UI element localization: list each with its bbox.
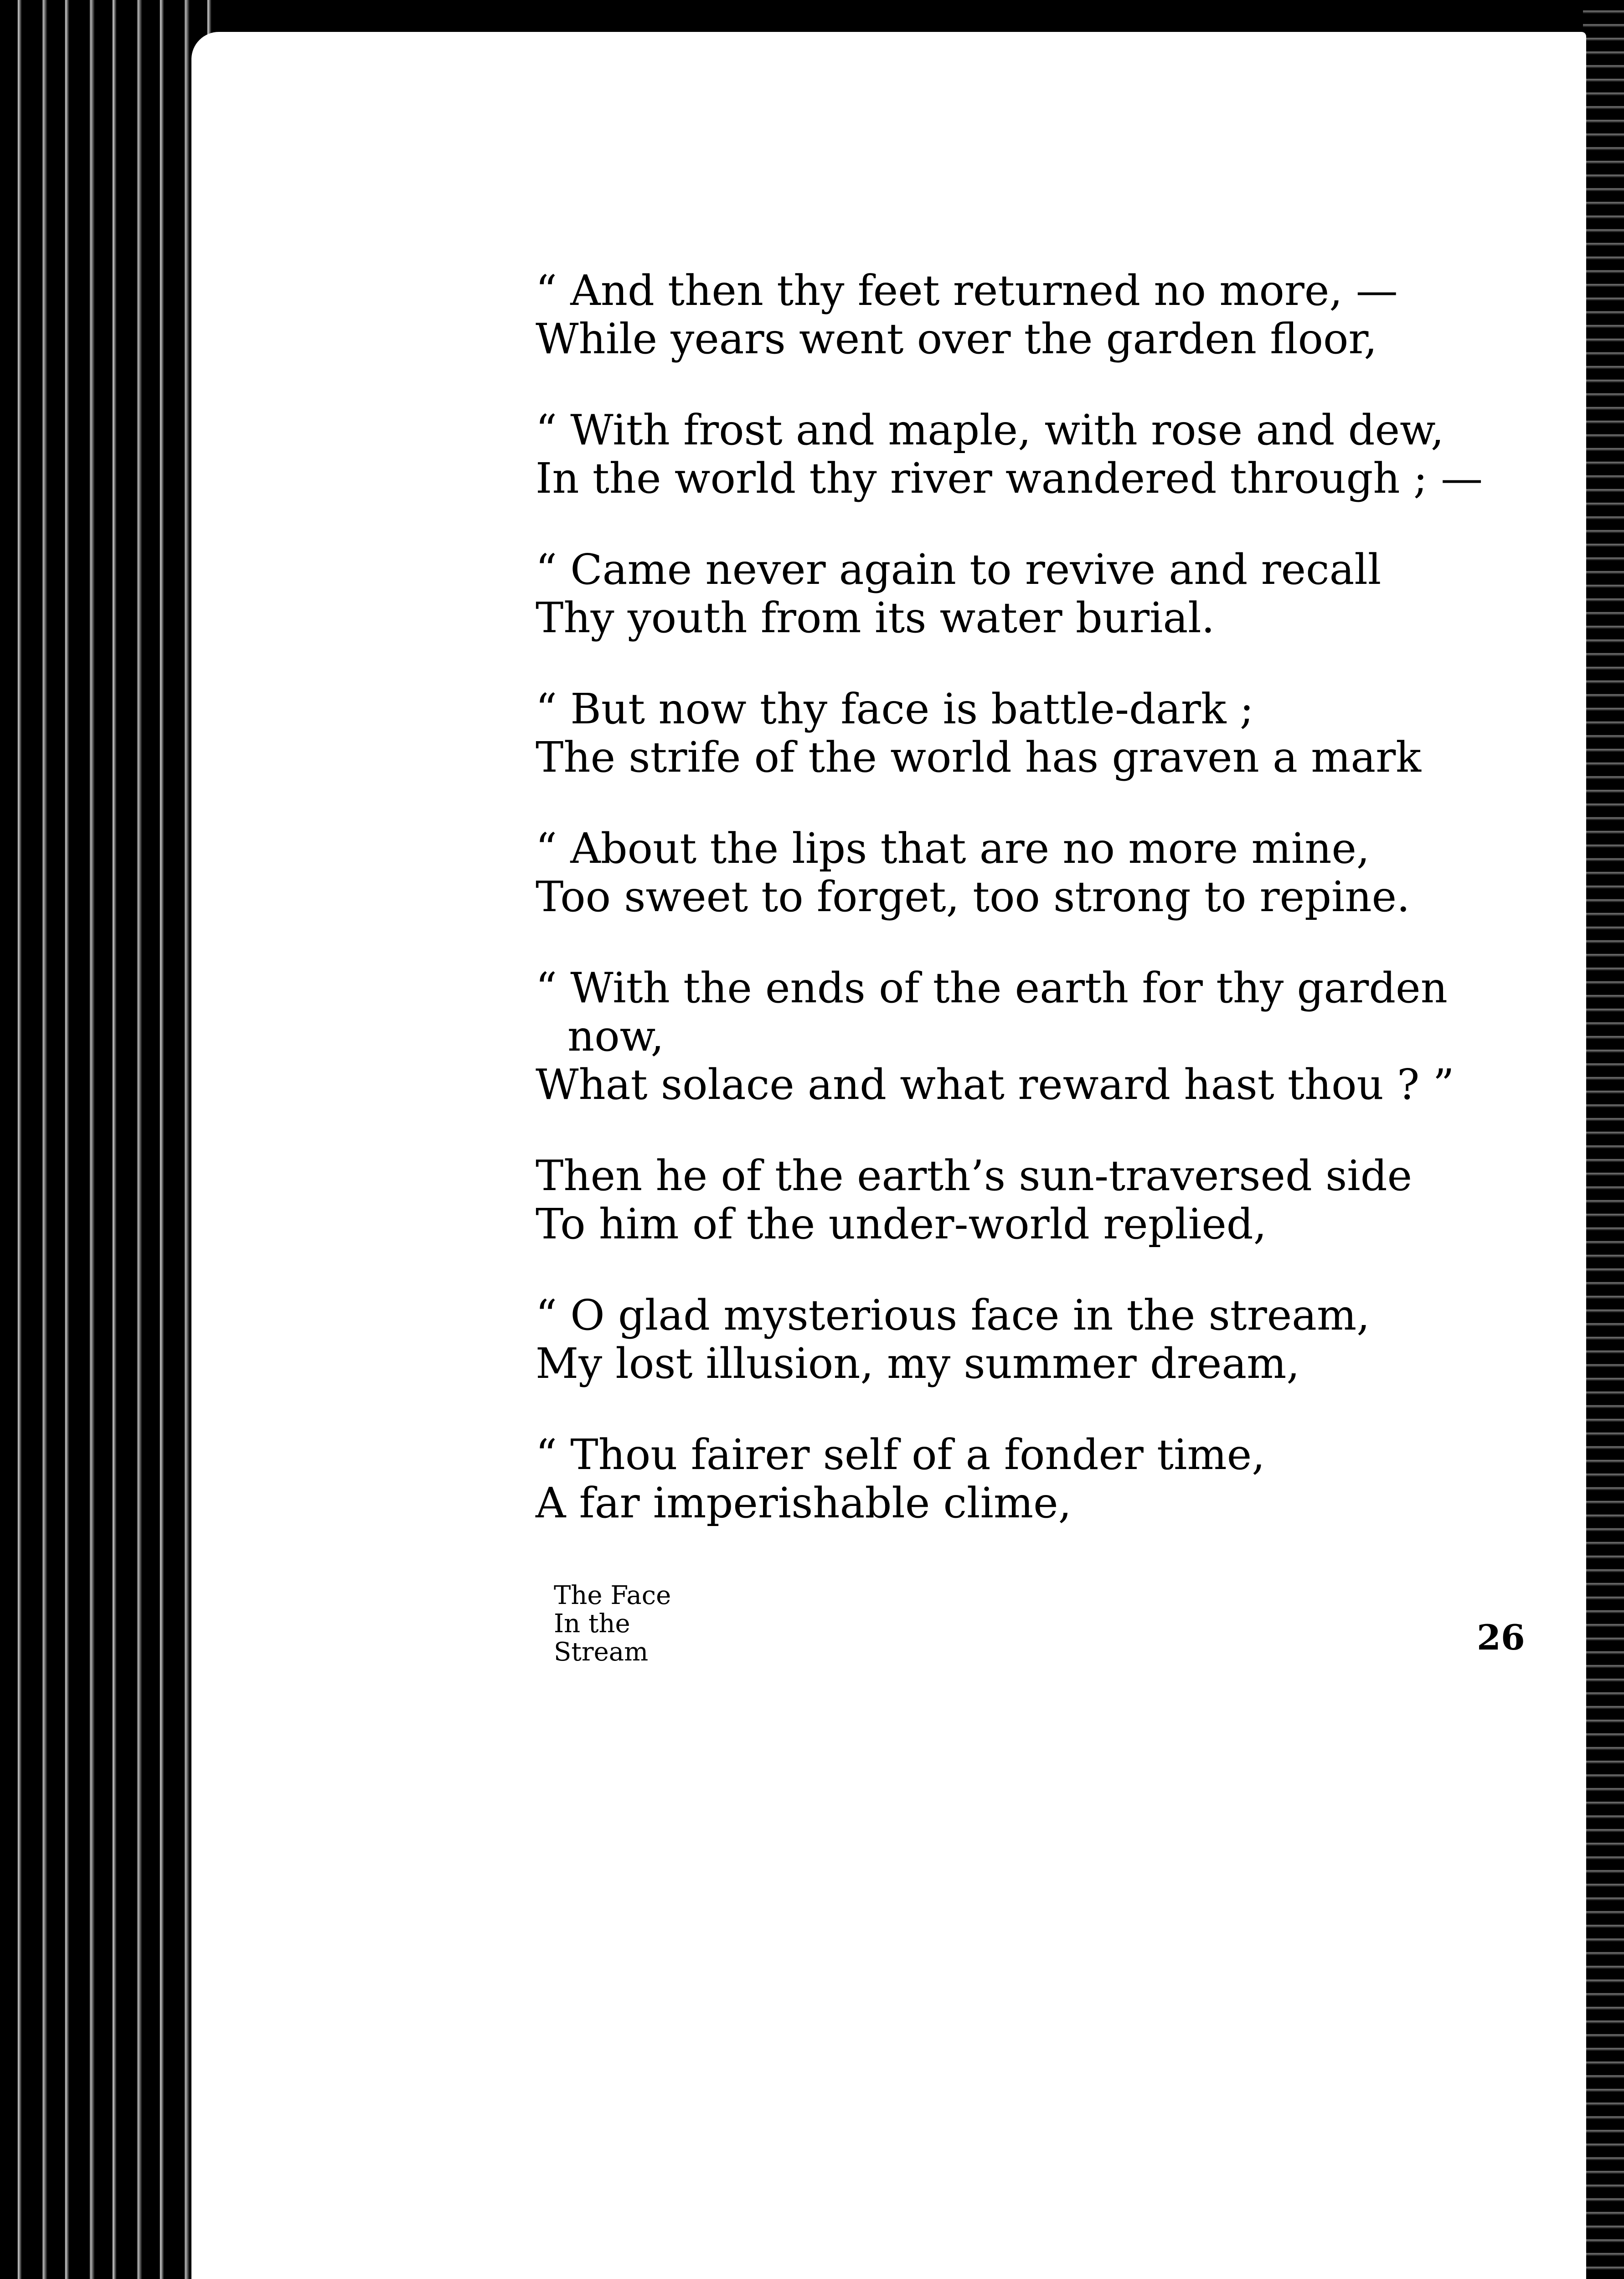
scanned-book-edge-right [1583,0,1624,2279]
scanned-book-edge-left [0,0,214,2279]
poem-line: “ O glad mysterious face in the stream, [536,1291,1370,1340]
stanza [536,546,1570,642]
poem-line: “ But now thy face is battle-dark ; [536,685,1254,733]
poem-line: While years went over the garden floor, [536,315,1377,363]
poem-line: A far imperishable clime, [536,1479,1072,1527]
poem-line-continuation: now, [567,1012,664,1061]
running-title-line: In the [554,1609,630,1639]
poem-line: Thy youth from its water burial. [536,593,1215,642]
poem-line: Too sweet to forget, too strong to repine. [536,872,1410,921]
poem-line: What solace and what reward hast thou ? ” [536,1060,1454,1109]
stanza [536,267,1570,363]
page-number: 26 [1477,1617,1525,1658]
poem-line: In the world thy river wandered through ; — [536,454,1483,503]
poem-line: Then he of the earth’s sun-traversed side [536,1151,1413,1200]
poem-line: “ With frost and maple, with rose and dew, [536,406,1444,454]
poem-line: My lost illusion, my summer dream, [536,1339,1300,1388]
poem-line: To him of the under-world replied, [536,1200,1267,1248]
poem-line: “ Thou fairer self of a fonder time, [536,1430,1265,1479]
stanza [536,1152,1570,1248]
poem-line: “ Came never again to revive and recall [536,545,1382,594]
stanza [536,1431,1570,1527]
running-title [554,1582,671,1666]
poem-line: “ With the ends of the earth for thy garden [536,964,1448,1012]
running-title-line: The Face [554,1581,671,1610]
stanza [536,964,1570,1109]
running-title-line: Stream [554,1637,649,1667]
stanza [536,825,1570,921]
poem-line: The strife of the world has graven a mark [536,733,1422,782]
poem-line: “ About the lips that are no more mine, [536,824,1370,873]
poem-line: “ And then thy feet returned no more, — [536,266,1398,315]
poem-body [536,267,1570,1570]
stanza [536,406,1570,503]
stanza [536,685,1570,782]
stanza [536,1291,1570,1388]
